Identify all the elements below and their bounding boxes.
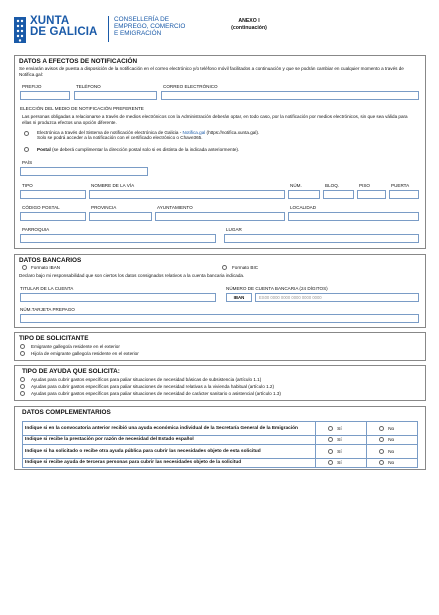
table-row xyxy=(23,459,418,468)
postal-rest: (se deberá cumplimentar la dirección postal solo si es distinta de la indicada anteriormente). xyxy=(50,147,240,152)
iban-tag: IBAN xyxy=(226,293,252,302)
no-cell[interactable] xyxy=(367,459,418,468)
applicant-option-2-radio[interactable] xyxy=(20,351,25,356)
council-label: AYUNTAMIENTO xyxy=(157,205,193,210)
street-type-label: TIPO xyxy=(22,183,33,188)
phone-label: TELÉFONO xyxy=(76,84,101,89)
floor-label: PISO xyxy=(359,183,370,188)
notification-intro: Se enviarán avisos de puesta a disposición de la notificación en el correo electrónico y/o teléfono móvil facilitados a continuación y que se podrán cambiar en cualquier momento a través de Notifica.gal: xyxy=(19,66,404,77)
postal-code-label: CÓDIGO POSTAL xyxy=(22,205,60,210)
no-radio[interactable] xyxy=(379,460,384,465)
prefix-label: PREFIJO xyxy=(22,84,42,89)
number-input[interactable] xyxy=(288,190,320,199)
yes-cell[interactable] xyxy=(316,422,367,436)
council-input[interactable] xyxy=(155,212,285,221)
medium-text: Las personas obligadas a relacionarse a través de medios electrónicos con la Administración deberán optar, en todo caso, por la notificación por medios electrónicos, sin que sea válida para ellas ni produzca efectos una opción diferente. xyxy=(22,114,408,125)
logo-line-2: DE GALICIA xyxy=(30,26,98,38)
street-name-input[interactable] xyxy=(89,190,285,199)
yes-cell[interactable] xyxy=(316,445,367,459)
no-cell[interactable] xyxy=(367,445,418,459)
xunta-logo xyxy=(14,16,114,46)
door-input[interactable] xyxy=(389,190,419,199)
aid-option-2-radio[interactable] xyxy=(20,384,25,389)
applicant-option-2-label: Hijo/a de emigrante gallego/a residente en el exterior xyxy=(31,351,139,356)
prepaid-card-input[interactable] xyxy=(20,314,419,323)
country-input[interactable] xyxy=(20,167,148,176)
notify-electronic-label xyxy=(37,130,417,141)
annex-title: ANEXO I xyxy=(238,18,260,24)
no-radio[interactable] xyxy=(379,426,384,431)
complementary-table xyxy=(22,421,418,468)
locality-label: LOCALIDAD xyxy=(290,205,317,210)
medium-title: ELECCIÓN DEL MEDIO DE NOTIFICACIÓN PREFERENTE xyxy=(20,106,144,111)
electronic-note: Solo se podrá acceder a la notificación con el certificado electrónico o Chave365. xyxy=(37,135,203,141)
dept-line-3: E EMIGRACIÓN xyxy=(114,30,162,38)
yes-cell[interactable] xyxy=(316,459,367,468)
annex-heading xyxy=(214,18,284,32)
dept-line-2: EMPREGO, COMERCIO xyxy=(114,23,186,31)
email-label: CORREO ELECTRÓNICO xyxy=(163,84,218,89)
no-radio[interactable] xyxy=(379,437,384,442)
no-label: No xyxy=(388,460,395,466)
place-label: LUGAR xyxy=(226,227,242,232)
aid-option-1-radio[interactable] xyxy=(20,377,25,382)
prepaid-card-label: NÚM.TARJETA PREPAGO xyxy=(20,307,75,312)
format-iban-label: Formato IBAN xyxy=(31,265,61,270)
complementary-title: DATOS COMPLEMENTARIOS xyxy=(22,409,111,416)
table-row xyxy=(23,422,418,436)
yes-radio[interactable] xyxy=(328,437,333,442)
annex-subtitle: (continuación) xyxy=(231,25,267,31)
no-label: No xyxy=(388,437,395,443)
yes-label: Sí xyxy=(337,426,342,432)
province-input[interactable] xyxy=(89,212,152,221)
applicant-title: TIPO DE SOLICITANTE xyxy=(19,335,89,342)
floor-input[interactable] xyxy=(357,190,386,199)
logo-line-1: XUNTA xyxy=(30,15,70,27)
header xyxy=(14,14,426,48)
question-cell: Indique si en la convocatoria anterior recibió una ayuda económica individual de la Secretaría General de la Emigración xyxy=(23,422,316,436)
dept-line-1: CONSELLERÍA DE xyxy=(114,16,170,23)
bank-title: DATOS BANCARIOS xyxy=(19,257,82,264)
format-iban-radio[interactable] xyxy=(22,265,27,270)
street-type-input[interactable] xyxy=(20,190,86,199)
no-radio[interactable] xyxy=(379,449,384,454)
postal-bold: Postal xyxy=(37,147,51,152)
notification-title: DATOS A EFECTOS DE NOTIFICACIÓN xyxy=(19,58,138,65)
email-input[interactable] xyxy=(161,91,419,100)
block-label: BLOQ. xyxy=(325,183,340,188)
logo-text xyxy=(30,16,97,38)
electronic-url-text: (https://notifica.xunta.gal). xyxy=(205,130,260,135)
yes-label: Sí xyxy=(337,437,342,443)
account-holder-input[interactable] xyxy=(20,293,216,302)
yes-label: Sí xyxy=(337,460,342,466)
yes-label: Sí xyxy=(337,449,342,455)
logo-divider xyxy=(108,16,109,42)
notifica-link[interactable]: Notifica.gal xyxy=(182,130,206,135)
parish-label: PARROQUIA xyxy=(22,227,50,232)
place-input[interactable] xyxy=(224,234,419,243)
galicia-shield-icon xyxy=(14,17,26,43)
postal-code-input[interactable] xyxy=(20,212,86,221)
account-holder-label: TITULAR DE LA CUENTA xyxy=(20,286,74,291)
aid-option-3-label: Ayudas para cubrir gastos específicos para paliar situaciones de necesidad de carácter sanitario o asistencial (artículo 1.3) xyxy=(31,391,281,396)
iban-input[interactable]: ES00 0000 0000 0000 0000 0000 xyxy=(255,293,419,302)
notify-electronic-radio[interactable] xyxy=(24,131,29,136)
block-input[interactable] xyxy=(323,190,354,199)
parish-input[interactable] xyxy=(20,234,216,243)
door-label: PUERTA xyxy=(391,183,410,188)
format-bic-label: Formato BIC xyxy=(232,265,259,270)
province-label: PROVINCIA xyxy=(91,205,117,210)
yes-radio[interactable] xyxy=(328,460,333,465)
prefix-input[interactable] xyxy=(20,91,70,100)
applicant-option-1-label: Emigrante gallego/a residente en el exterior xyxy=(31,344,120,349)
bank-declaration: Declaro bajo mi responsabilidad que son ciertos los datos consignados relativos a la cuenta bancaria indicada. xyxy=(19,273,245,278)
question-cell: Indique si recibe la prestación por razón de necesidad del Estado español xyxy=(23,436,316,445)
notify-postal-radio[interactable] xyxy=(24,147,29,152)
phone-input[interactable] xyxy=(74,91,157,100)
aid-option-3-radio[interactable] xyxy=(20,391,25,396)
department-name xyxy=(114,16,185,38)
aid-title: TIPO DE AYUDA QUE SOLICITA: xyxy=(22,368,120,375)
yes-radio[interactable] xyxy=(328,426,333,431)
street-name-label: NOMBRE DE LA VÍA xyxy=(91,183,135,188)
aid-option-1-label: Ayudas para cubrir gastos específicos para paliar situaciones de necesidad básicas de subsistencia (artículo 1.1) xyxy=(31,377,262,382)
format-bic-radio[interactable] xyxy=(222,265,227,270)
question-cell: Indique si recibe ayuda de terceras personas para cubrir las necesidades objeto de la solicitud xyxy=(23,459,316,468)
yes-cell[interactable] xyxy=(316,436,367,445)
country-label: PAÍS xyxy=(22,160,33,165)
table-row xyxy=(23,445,418,459)
electronic-text: Electrónica a través del Sistema de notificación electrónica de Galicia - xyxy=(37,130,183,135)
no-label: No xyxy=(388,426,395,432)
account-number-label: NÚMERO DE CUENTA BANCARIA (24 DÍGITOS) xyxy=(226,286,328,291)
no-cell[interactable] xyxy=(367,436,418,445)
notify-postal-label xyxy=(37,147,417,152)
question-cell: Indique si ha solicitado o recibe otra ayuda pública para cubrir las necesidades objeto de esta solicitud xyxy=(23,445,316,459)
applicant-option-1-radio[interactable] xyxy=(20,344,25,349)
table-row xyxy=(23,436,418,445)
number-label: NÚM. xyxy=(290,183,302,188)
no-cell[interactable] xyxy=(367,422,418,436)
locality-input[interactable] xyxy=(288,212,419,221)
yes-radio[interactable] xyxy=(328,449,333,454)
no-label: No xyxy=(388,449,395,455)
aid-option-2-label: Ayudas para cubrir gastos específicos para paliar situaciones de necesidad relativas a la vivienda habitual (artículo 1.2) xyxy=(31,384,275,389)
